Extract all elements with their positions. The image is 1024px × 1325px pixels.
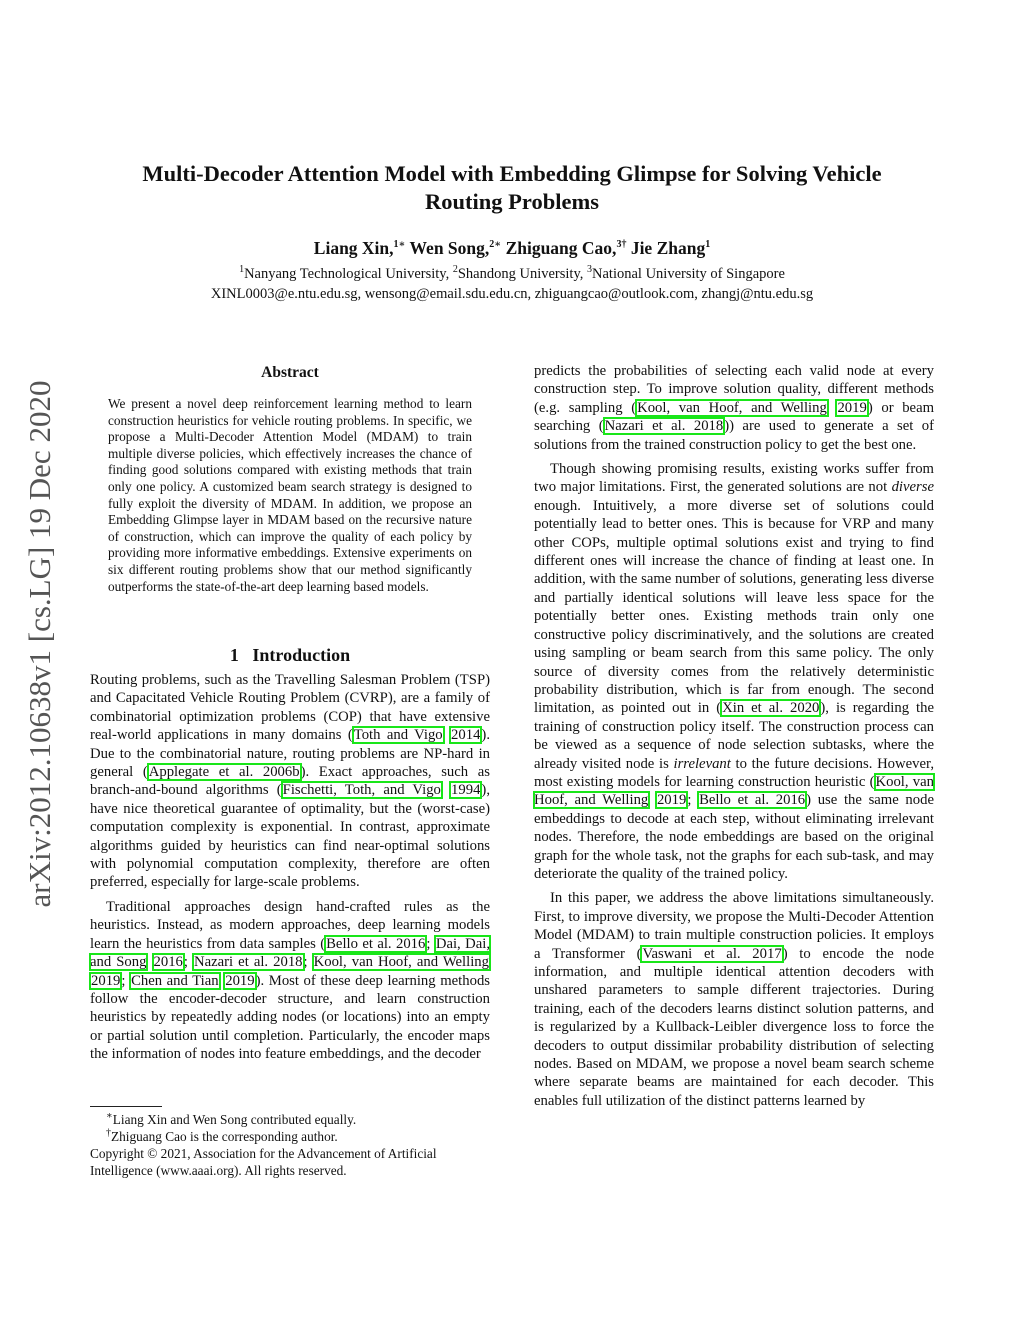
affiliation-name: Shandong University, xyxy=(457,266,584,282)
left-column-body xyxy=(90,671,490,1064)
footnote-rule xyxy=(90,1106,162,1107)
citation-link[interactable]: Bello et al. 2016 xyxy=(326,935,426,952)
text-run: Routing problems, such as the Travelling Salesman Problem (TSP) and Capacitated Vehicle Routing Problem (CVRP), are a family of combinatorial optimization problems (COP) that have extensive real-world applications in many domains ( xyxy=(90,672,490,744)
abstract-text: We present a novel deep reinforcement learning method to learn construction heuristics for vehicle routing problems. In specific, we propose a Multi-Decoder Attention Model (MDAM) to train multiple diverse policies, which effectively increases the chance of finding good solutions compared with existing methods that train only one policy. A customized beam search strategy is designed to fully exploit the diversity of MDAM. In addition, we propose an Embedding Glimpse layer in MDAM based on the recursive nature of construction, which can improve the quality of each policy by providing more informative embeddings. Extensive experiments on six different routing problems show that our method significantly outperforms the state-of-the-art deep learning based models. xyxy=(108,396,472,594)
footnotes xyxy=(90,1111,490,1179)
affiliations xyxy=(60,264,964,284)
title-line-2: Routing Problems xyxy=(425,189,599,214)
section-title: Introduction xyxy=(252,645,351,665)
affiliation-mark: 2 xyxy=(452,264,458,276)
text-run: to the future decisions. However, most existing models for learning construction heuristic ( xyxy=(534,755,934,790)
citation-link[interactable]: Kool, van Hoof, and Welling xyxy=(534,773,934,809)
author-mark: 2∗ xyxy=(489,239,502,251)
right-column-body xyxy=(534,362,934,1110)
author-mark: 3† xyxy=(616,239,627,251)
affiliation-name: National University of Singapore xyxy=(592,266,785,282)
emphasis: irrelevant xyxy=(673,755,731,772)
footnote-1 xyxy=(90,1111,490,1128)
text-run: ; xyxy=(303,954,313,971)
intro-paragraph-2 xyxy=(90,898,490,1064)
text-run: ), is regarding the training of construction policy itself. The construction process can be viewed as a sequence of node selection subtasks, where the already visited node is xyxy=(534,700,934,772)
intro-paragraph-1 xyxy=(90,671,490,892)
paper-title xyxy=(100,160,924,216)
section-heading xyxy=(90,643,490,667)
footnote-mark: ∗ xyxy=(106,1110,113,1122)
citation-link[interactable]: Xin et al. 2020 xyxy=(722,700,820,717)
footnote-mark: † xyxy=(106,1127,111,1139)
citation-link[interactable]: Applegate et al. 2006b xyxy=(148,764,300,781)
citation-link[interactable]: Fischetti, Toth, and Vigo xyxy=(282,782,441,799)
author-name: Zhiguang Cao, xyxy=(505,238,617,258)
intro-paragraph-5 xyxy=(534,889,934,1110)
text-run: ) use the same node embeddings to decode at each step, without eliminating irrelevant nodes. Therefore, the node embeddings are based on the original graph for the whole task, not the graphs for each sub-task, and may deteriorate the quality of the trained policy. xyxy=(534,792,934,882)
citation-link[interactable]: Nazari et al. 2018 xyxy=(604,418,724,435)
text-run: ; xyxy=(183,954,193,971)
text-run: enough. Intuitively, a more diverse set of solutions could potentially lead to better ones. This is because for VRP and many other COPs, multiple optimal solutions exist and trying to find different ones will increase the chance of finding at least one. In addition, with the same number of solutions, generating less diverse and partially identical solutions will leave less space for the potentially better ones. Existing methods train only one constructive policy discriminatively, and the solutions are created using sampling or beam search from this same policy. The only source of diversity comes from the relatively deterministic probability distribution, which is far from enough. The second limitation, as pointed out in ( xyxy=(534,497,934,717)
text-run: In this paper, we address the above limitations simultaneously. First, to improve diversity, we propose the Multi-Decoder Attention Model (MDAM) to train multiple construction policies. It employs a Transformer ( xyxy=(534,890,934,962)
author-name: Wen Song, xyxy=(409,238,490,258)
abstract-heading: Abstract xyxy=(261,364,319,381)
citation-link[interactable]: Dai, Dai, and Song xyxy=(90,935,490,971)
author-emails: XINL0003@e.ntu.edu.sg, wensong@email.sdu.edu.cn, zhiguangcao@outlook.com, zhangj@ntu.edu.sg xyxy=(210,286,814,302)
title-line-1: Multi-Decoder Attention Model with Embedding Glimpse for Solving Vehicle xyxy=(142,161,882,186)
affiliation-name: Nanyang Technological University, xyxy=(244,266,450,282)
intro-paragraph-4 xyxy=(534,460,934,883)
text-run: Though showing promising results, existing works suffer from two major limitations. First, the generated solutions are not xyxy=(534,461,934,496)
citation-link[interactable]: Vaswani et al. 2017 xyxy=(642,945,782,962)
affiliation-mark: 1 xyxy=(239,264,245,276)
citation-link[interactable]: 2014 xyxy=(451,727,481,744)
citation-link[interactable]: Bello et al. 2016 xyxy=(699,792,806,809)
text-run xyxy=(442,782,450,798)
author-name: Liang Xin, xyxy=(313,238,394,258)
author-mark: 1 xyxy=(705,239,711,251)
arxiv-identifier: arXiv:2012.10638v1 [cs.LG] 19 Dec 2020 xyxy=(22,380,57,908)
citation-link[interactable]: Toth and Vigo xyxy=(353,727,443,744)
text-run: ; xyxy=(426,935,435,952)
footnote-text: Liang Xin and Wen Song contributed equally. xyxy=(112,1112,357,1127)
text-run: ). Most of these deep learning methods follow the encoder-decoder structure, and learn construction heuristics by repeatedly adding nodes (or locations) into an empty or partial solution until completion. Particularly, the encoder maps the information of nodes into feature embeddings, and the decoder xyxy=(90,972,490,1063)
affiliation-mark: 3 xyxy=(587,264,593,276)
text-run: ; xyxy=(687,792,699,809)
text-run: ). Exact approaches, such as branch-and-bound algorithms ( xyxy=(90,764,491,799)
author-mark: 1∗ xyxy=(393,239,406,251)
citation-link[interactable]: Kool, van Hoof, and Welling xyxy=(637,399,827,416)
text-run: ), have nice theoretical guarantee of optimality, but the (worst-case) computation complexity is exponential. In contrast, approximate algorithms guided by heuristics can find near-optimal solutions with polynomial computation complexity, therefore are often preferred, especially for large-scale problems. xyxy=(90,782,490,891)
author-name: Jie Zhang xyxy=(630,238,706,258)
citation-link[interactable]: 2016 xyxy=(153,954,183,971)
text-run: )) are used to generate a set of solutions from the trained construction policy to get the best one. xyxy=(534,418,935,453)
citation-link[interactable]: Chen and Tian xyxy=(131,972,219,989)
text-run: ; xyxy=(121,972,131,989)
footnote-text: Zhiguang Cao is the corresponding author. xyxy=(111,1129,338,1144)
citation-link[interactable]: Kool, van Hoof, and Welling xyxy=(313,954,489,971)
citation-link[interactable]: 2019 xyxy=(656,792,687,809)
text-run: ). Due to the combinatorial nature, routing problems are NP-hard in general ( xyxy=(90,727,490,781)
intro-paragraph-3 xyxy=(534,362,934,454)
citation-link[interactable]: 2019 xyxy=(837,399,867,416)
emphasis: diverse xyxy=(891,479,934,496)
citation-link[interactable]: 2019 xyxy=(91,972,121,989)
text-run xyxy=(649,792,656,808)
copyright-notice: Copyright © 2021, Association for the Advancement of Artificial Intelligence (www.aaai.org). All rights reserved. xyxy=(90,1146,437,1178)
section-number: 1 xyxy=(229,645,239,665)
citation-link[interactable]: 2019 xyxy=(225,972,255,989)
text-run: Traditional approaches design hand-crafted rules as the heuristics. Instead, as modern approaches, deep learning models learn the heuristics from data samples ( xyxy=(90,898,490,952)
text-run: ) to encode the node information, and multiple identical attention decoders with unshared parameters to sample different trajectories. During training, each of the decoders learns distinct solution patterns, and is regularized by a Kullback-Leibler divergence loss to force the decoders to output dissimilar probability distribution of selecting nodes. Based on MDAM, we propose a novel beam search scheme where separate beams are maintained for each decoder. This enables full utilization of the distinct patterns learned by xyxy=(534,945,934,1109)
text-run: ) or beam searching ( xyxy=(534,399,935,435)
citation-link[interactable]: Nazari et al. 2018 xyxy=(194,954,303,971)
text-run: predicts the probabilities of selecting each valid node at every construction step. To improve solution quality, different methods (e.g. sampling ( xyxy=(534,363,934,416)
text-run xyxy=(147,954,152,970)
author-list xyxy=(100,236,924,260)
citation-link[interactable]: 1994 xyxy=(451,782,481,799)
footnote-2 xyxy=(90,1128,490,1145)
